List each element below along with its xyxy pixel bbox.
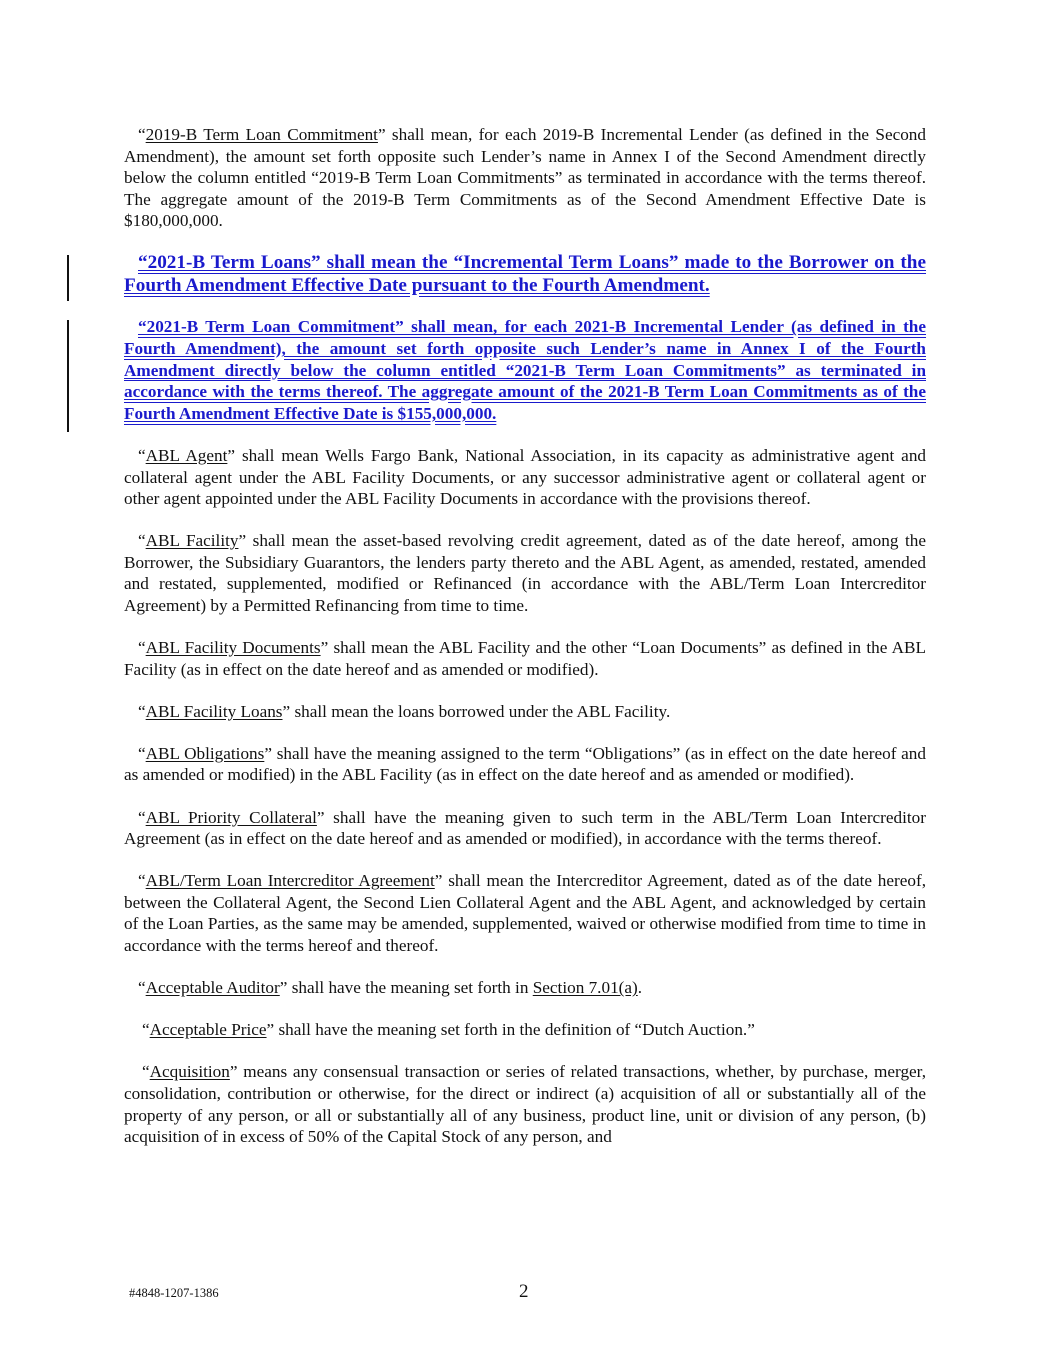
change-bar xyxy=(67,255,69,301)
defined-term: ABL Obligations xyxy=(145,743,265,763)
footer-document-id: #4848-1207-1386 xyxy=(129,1286,219,1300)
defined-term: Acceptable Price xyxy=(149,1020,267,1040)
defined-term: ABL Facility Documents xyxy=(145,638,321,658)
defined-term: ABL Facility xyxy=(145,531,239,551)
defined-term: Acquisition xyxy=(149,1062,230,1082)
defined-term: ABL Priority Collateral xyxy=(145,807,317,827)
definition-acquisition: “Acquisition” means any consensual transaction or series of related transactions, whether, by purchase, merger, consolidation, contribution or otherwise, for the direct or indirect (a) acquisition of all or substantially all of the property of any person, or all or substantially all of any business, product line, unit or division of any person, (b) acquisition of in excess of 50% of the Capital Stock of any person, and xyxy=(124,1062,926,1147)
defined-term: Acceptable Auditor xyxy=(145,978,280,998)
definition-abl-facility-documents: “ABL Facility Documents” shall mean the ABL Facility and the other “Loan Documents” as defined in the ABL Facility (as in effect on the date hereof and as amended or modified). xyxy=(124,638,926,679)
inserted-definition-2021b-term-loans: “2021-B Term Loans” shall mean the “Incremental Term Loans” made to the Borrower on the Fourth Amendment Effective Date pursuant to the Fourth Amendment. xyxy=(124,252,926,296)
defined-term: ABL Agent xyxy=(145,445,228,465)
defined-term: ABL/Term Loan Intercreditor Agreement xyxy=(145,871,435,891)
definition-acceptable-auditor: “Acceptable Auditor” shall have the meaning set forth in Section 7.01(a). xyxy=(138,978,643,998)
page-number: 2 xyxy=(519,1281,529,1302)
definition-abl-facility: “ABL Facility” shall mean the asset-based revolving credit agreement, dated as of the date hereof, among the Borrower, the Subsidiary Guarantors, the lenders party thereto and the ABL Agent, as amended, restated, amended and restated, supplemented, modified or Refinanced (in accordance with the ABL/Term Loan Intercreditor Agreement) by a Permitted Refinancing from time to time. xyxy=(124,531,926,615)
definition-abl-obligations: “ABL Obligations” shall have the meaning assigned to the term “Obligations” (as in effect on the date hereof and as amended or modified) in the ABL Facility (as in effect on the date hereof and as amended or modified). xyxy=(124,743,926,785)
defined-term: 2019-B Term Loan Commitment xyxy=(145,125,378,144)
definition-acceptable-price: “Acceptable Price” shall have the meaning set forth in the definition of “Dutch Auction.” xyxy=(142,1020,755,1040)
change-bar xyxy=(67,320,69,432)
document-page xyxy=(124,124,926,1168)
definition-abl-term-loan-intercreditor-agreement: “ABL/Term Loan Intercreditor Agreement” shall mean the Intercreditor Agreement, dated as of the date hereof, between the Collateral Agent, the Second Lien Collateral Agent and the ABL Agent, and acknowledged by certain of the Loan Parties, as the same may be amended, supplemented, waived or otherwise modified from time to time in accordance with the terms hereof and thereof. xyxy=(124,871,926,956)
definition-abl-priority-collateral: “ABL Priority Collateral” shall have the meaning given to such term in the ABL/Term Loan Intercreditor Agreement (as in effect on the date hereof and as amended or modified), in accordance with the terms thereof. xyxy=(124,807,926,849)
section-reference-link[interactable]: Section 7.01(a) xyxy=(532,978,638,998)
definition-abl-agent: “ABL Agent” shall mean Wells Fargo Bank, National Association, in its capacity as administrative agent and collateral agent under the ABL Facility Documents, or any successor administrative agent or collateral agent or other agent appointed under the ABL Facility Documents in accordance with the provisions thereof. xyxy=(124,445,927,509)
defined-term: ABL Facility Loans xyxy=(145,701,283,721)
definition-abl-facility-loans: “ABL Facility Loans” shall mean the loans borrowed under the ABL Facility. xyxy=(138,701,671,721)
inserted-definition-2021b-term-loan-commitment: “2021-B Term Loan Commitment” shall mean, for each 2021-B Incremental Lender (as defined in the Fourth Amendment), the amount set forth opposite such Lender’s name in Annex I of the Fourth Amendment directly below the column entitled “2021-B Term Loan Commitments” as terminated in accordance with the terms thereof. The aggregate amount of the 2021-B Term Loan Commitments as of the Fourth Amendment Effective Date is $155,000,000. xyxy=(124,317,926,423)
definition-2019b-term-loan-commitment: “2019-B Term Loan Commitment” shall mean, for each 2019-B Incremental Lender (as defined in the Second Amendment), the amount set forth opposite such Lender’s name in Annex I of the Second Amendment directly below the column entitled “2019-B Term Loan Commitments” as terminated in accordance with the terms thereof. The aggregate amount of the 2019-B Term Commitments as of the Second Amendment Effective Date is $180,000,000. xyxy=(124,125,926,231)
